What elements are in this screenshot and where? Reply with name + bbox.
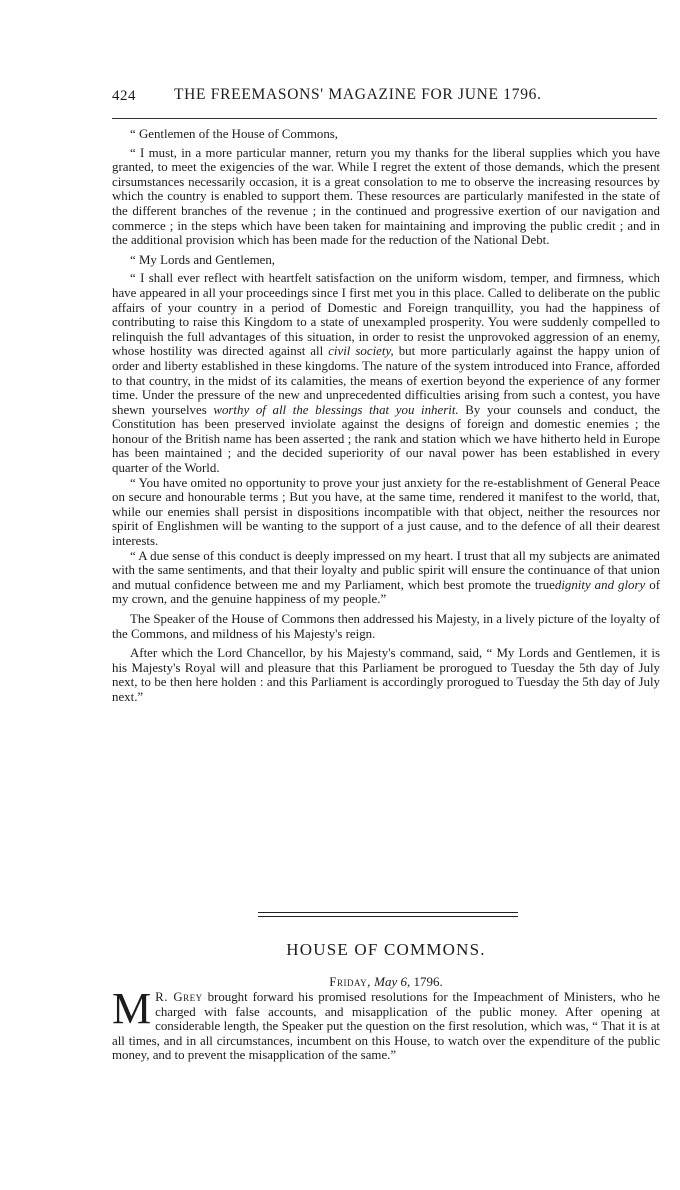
commons-article	[112, 984, 660, 1063]
kings-speech	[112, 124, 660, 705]
running-title: THE FREEMASONS' MAGAZINE FOR JUNE 1796.	[174, 86, 542, 103]
paragraph-lords	[112, 271, 660, 475]
paragraph-prorogue: After which the Lord Chancellor, by his Majesty's command, said, “ My Lords and Gentlemen, it is his Majesty's Royal will and pleasure that this Parliament be prorogued to Tuesday the 5th day of July next, to be then here holden : and this Parliament is accordingly prorogued to Tuesday the 5th day of July next.”	[112, 646, 660, 704]
paragraph-lords-part-3: By your counsels and conduct, the Constitution has been preserved inviolate against the designs of foreign and domestic enemies ; the honour of the British name has been asserted ; the rank and station which we have hitherto held in Europe has been maintained ; and the decided superiority of our naval power has been established in every quarter of the World.	[112, 402, 660, 476]
dateline-year: 1796.	[413, 974, 443, 989]
paragraph-lords-part-2: but more particularly against the happy union of order and liberty established in these kingdoms. The nature of the system introduced into France, afforded to that country, in the midst of its calamities, the means of exertion beyond the experience of any former time. Under the pressure of the new and unprecedented difficulties arising from such a contest, you have shewn yourselves	[112, 344, 660, 417]
section-heading: HOUSE OF COMMONS.	[286, 940, 486, 959]
section-divider	[258, 912, 518, 920]
drop-cap: M	[112, 984, 152, 1033]
divider-line-top	[258, 912, 518, 913]
civil-society-phrase: civil society,	[328, 344, 394, 359]
worthy-phrase: worthy of all the blessings that you inherit.	[213, 402, 459, 417]
paragraph-heart-part-2: of my crown, and the genuine happiness of my people.”	[112, 577, 660, 607]
paragraph-commons: “ I must, in a more particular manner, return you my thanks for the liberal supplies which you have granted, to meet the exigencies of the war. While I regret the extent of those demands, which the present cirsumstances necessarily occasion, it is a great consolation to me to observe the increasing resources by which the country is enabled to support them. These resources are particularly manifested in the state of the different branches of the revenue ; in the continued and progressive exertion of our navigation and commerce ; in the steps which have been taken for maintaining and improving the public credit ; and in the additional provision which has been made for the reduction of the National Debt.	[112, 145, 660, 248]
paragraph-heart-part-1: “ A due sense of this conduct is deeply impressed on my heart. I trust that all my subjects are animated with the same sentiments, and that their loyalty and public spirit will ensure the continuance of that union and mutual confidence between me and my Parliament, which best promote the true	[112, 548, 660, 592]
paragraph-lords-part-1: “ I shall ever reflect with heartfelt satisfaction on the uniform wisdom, temper, and firmness, which have appeared in all your proceedings since I first met you in this place. Called to deliberate on the public affairs of your country in a period of Domestic and Foreign tranquillity, you had the happiness of contributing to raise this Kingdom to a state of unexampled prosperity. You were suddenly compelled to relinquish the full advantages of this situation, in order to resist the unprovoked aggression of an enemy, whose hostility was directed against all	[112, 271, 660, 359]
page-number: 424	[112, 88, 136, 104]
running-head	[112, 84, 660, 106]
paragraph-speaker: The Speaker of the House of Commons then addressed his Majesty, in a lively picture of the loyalty of the Commons, and mildness of his Majesty's reign.	[112, 612, 660, 641]
dignity-phrase: dignity and glory	[554, 577, 646, 592]
divider-line-bottom	[258, 916, 518, 917]
dateline	[112, 974, 660, 990]
header-rule	[112, 118, 657, 119]
article-lead-in: R. Grey	[155, 990, 203, 1004]
article-text: brought forward his promised resolutions for the Impeachment of Ministers, who he charged with false accounts, and misapplication of the public money. After opening at considerable length, the Speaker put the question on the first resolution, which was, “ That it is at all times, and in all circumstances, incumbent on this House, to watch over the expenditure of the public money, and to prevent the misapplication of the same.”	[112, 990, 660, 1063]
dateline-day: Friday,	[329, 974, 371, 989]
salutation-commons: “ Gentlemen of the House of Commons,	[130, 127, 338, 141]
paragraph-heart	[112, 549, 660, 607]
dateline-date: May 6,	[374, 974, 411, 989]
salutation-lords: “ My Lords and Gentlemen,	[130, 252, 275, 267]
paragraph-peace: “ You have omited no opportunity to prove your just anxiety for the re-establishment of General Peace on secure and honourable terms ; But you have, at the same time, rendered it manifest to the world, that, while our enemies shall persist in dispositions incompatible with that object, neither the resources nor spirit of Englishmen will be wanting to the support of a just cause, and to the defence of all their dearest interests.	[112, 475, 660, 549]
